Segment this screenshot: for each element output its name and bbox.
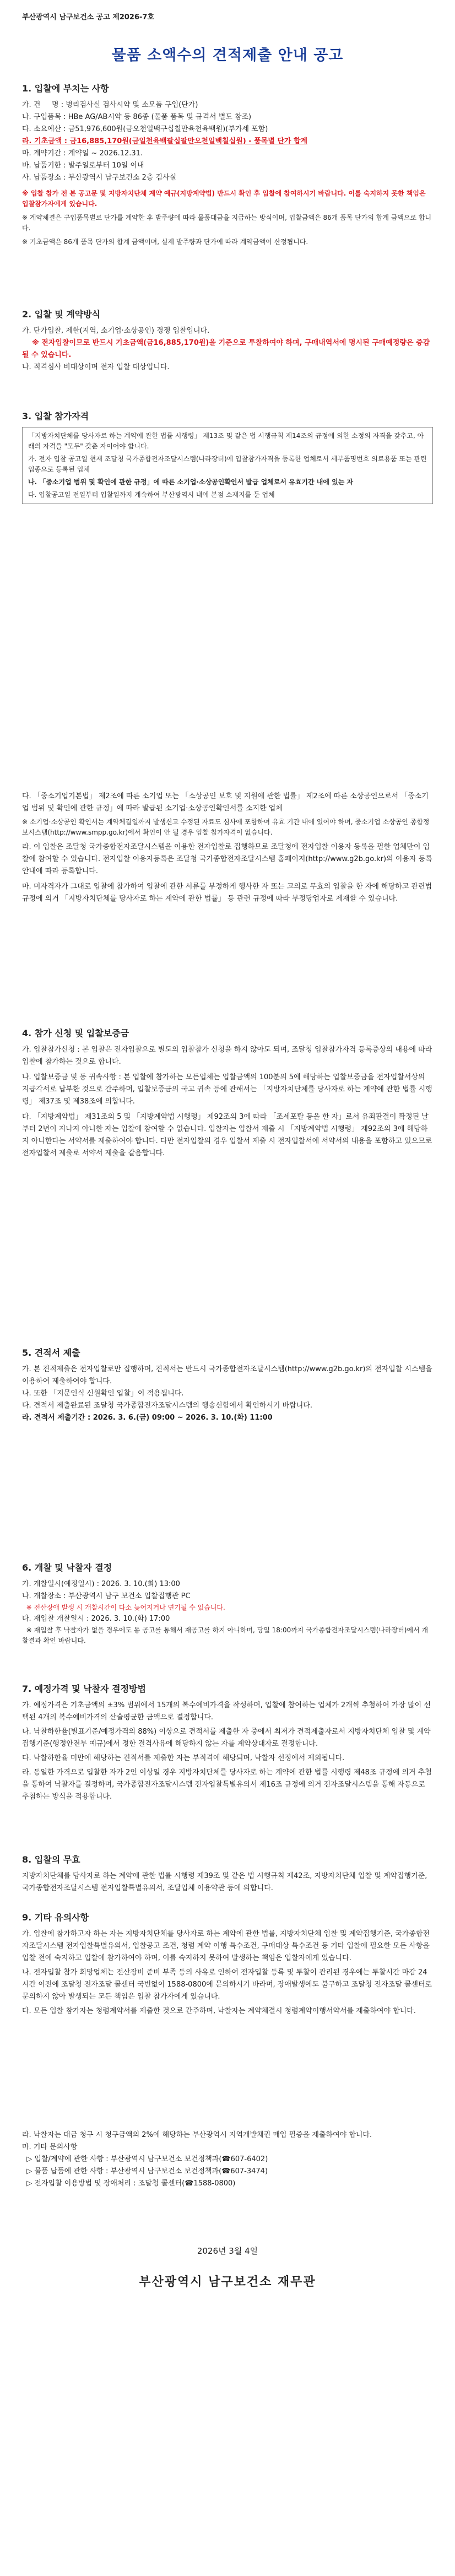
item-budget: 다. 소요예산 : 금51,976,600원(금오천일백구십칠만육천육백원)(부가세 포함) <box>22 125 268 133</box>
section-7 <box>22 1683 433 1803</box>
notice-a: 가. 입찰에 참가하고자 하는 자는 지방자치단체를 당사자로 하는 계약에 관한 법률, 지방자치단체 입찰 및 계약집행기준, 국가종합전자조달시스템 전자입찰특별유의서, 입찰공고 조건, 청렴 계약 이행 특수조건, 구매대상 특수조건 등 기타 입찰에 필요한 모든 사항을 입찰 전에 숙지하고 입찰에 참가하여야 하며, 이를 숙지하지 못하여 발생하는 책임은 입찰자에게 있습니다. <box>22 1930 432 1962</box>
issuer: 부산광역시 남구보건소 재무관 <box>139 2275 316 2289</box>
qualification-box <box>22 427 433 504</box>
contact-delivery: ▷ 물품 납품에 관한 사항 : 부산광역시 남구보건소 보건정책과(☎607-3474) <box>22 2167 268 2175</box>
section-2 <box>22 309 433 374</box>
section-7-heading: 7. 예정가격 및 낙찰자 결정방법 <box>22 1684 146 1694</box>
qualification-e: 라. 이 입찰은 조달청 국가종합전자조달시스템을 이용한 전자입찰로 집행하므로 조달청에 전자입찰 이용자 등록을 필한 업체만이 입찰에 참여할 수 있습니다. 전자입찰 이용자등록은 조달청 국가종합전자조달시스템 홈페이지(http://www.g2b.go.kr)의 이용자 등록 안내에 따라 등록합니다. <box>22 843 435 875</box>
section-9 <box>22 1912 433 2017</box>
notice-b: 나. 전자입찰 참가 희망업체는 전산장비 준비 부족 등의 사유로 인하여 전자입찰 등록 및 투찰이 관리된 경우에는 투찰시간 마감 24시간 이전에 조달청 전자조달 콜센터 국번없이 1588-0800에 문의하시기 바라며, 장애발생에도 불구하고 조달청 전자조달 콜센터로 문의하지 않아 발생되는 모든 책임은 입찰 참가자에게 있습니다. <box>22 1968 435 2001</box>
notice-number: 부산광역시 남구보건소 공고 제2026-7호 <box>22 13 155 21</box>
opening-place: 나. 개찰장소 : 부산광역시 남구 보건소 입찰집행관 PC <box>22 1592 191 1600</box>
estimated-price: 가. 예정가격은 기초금액의 ±3% 범위에서 15개의 복수예비가격을 작성하며, 입찰에 참여하는 업체가 2개씩 추첨하여 가장 많이 선택된 4개의 복수예비가격의 산술평균한 금액으로 결정합니다. <box>22 1701 431 1722</box>
notice-title: 물품 소액수의 견적제출 안내 공고 <box>111 47 344 64</box>
section-5 <box>22 1347 433 1424</box>
qualification-d-note: ※ 소기업·소상공인 확인서는 계약체결일까지 발생신고 수정된 자료도 심사에 포함하여 유효 기간 내에 있어야 하며, 중소기업 소상공인 종합정보시스템(http://www.smpp.go.kr)에서 확인이 안 될 경우 입찰 참가자격이 없습니다. <box>22 818 430 836</box>
contact-contract: ▷ 입찰/계약에 관한 사항 : 부산광역시 남구보건소 보건정책과(☎607-6402) <box>22 2155 268 2163</box>
section-8-heading: 8. 입찰의 무효 <box>22 1854 80 1865</box>
item-contract-period: 마. 계약기간 : 계약일 ~ 2026.12.31. <box>22 149 143 158</box>
notice-date: 2026년 3월 4일 <box>197 2246 258 2256</box>
notice-e: 마. 기타 문의사항 <box>22 2143 78 2151</box>
section-9-cont <box>22 2129 433 2190</box>
note-2: ※ 계약체결은 구입품목별로 단가를 계약한 후 발주량에 따라 물품대금을 지급하는 방식이며, 입찰금액은 86개 품목 단가의 합계 금액으로 합니다. <box>22 214 432 232</box>
page-2 <box>0 769 455 1330</box>
qualification-a: 가. 전자 입찰 공고일 현재 조달청 국가종합전자조달시스템(나라장터)에 입찰참가자격을 등록한 업체로서 세부품명번호 의료용품 또는 관련 업종으로 등록된 업체 <box>28 455 429 473</box>
contact-callcenter: ▷ 전자입찰 이용방법 및 장애처리 : 조달청 콜센터(☎1588-0800) <box>22 2179 236 2188</box>
bid-deposit: 나. 입찰보증금 및 동 귀속사항 : 본 입찰에 참가하는 모든업체는 입찰금액의 100분의 5에 해당하는 입찰보증금을 전자입찰서상의 지급각서로 납부한 것으로 간주하며, 입찰보증금의 국고 귀속 등에 관해서는 「지방자치단체를 당사자로 하는 계약에 관한 법률 시행령」 제37조 및 제38조에 의합니다. <box>22 1073 432 1106</box>
bid-method-note: ※ 전자입찰이므로 반드시 기초금액(금16,885,170원)을 기준으로 투찰하여야 하며, 구매내역서에 명시된 구매예정량은 증감될 수 있습니다. <box>22 339 430 359</box>
invalid-bid-text: 지방자치단체를 당사자로 하는 계약에 관한 법률 시행령 제39조 및 같은 법 시행규칙 제42조, 지방자치단체 입찰 및 계약집행기준, 국가종합전자조달시스템 전자입찰특별유의서, 조달업체 이용약관 등에 의합니다. <box>22 1872 430 1892</box>
note-3: ※ 기초금액은 86개 품목 단가의 합계 금액이며, 실제 발주량과 단가에 따라 계약금액이 산정됩니다. <box>22 238 308 246</box>
section-9-heading: 9. 기타 유의사항 <box>22 1912 89 1923</box>
qualification-f: 마. 미자격자가 그대로 입찰에 참가하여 입찰에 관한 서류를 부정하게 행사한 자 또는 고의로 무효의 입찰을 한 자에 해당하고 관련법 규정에 의거 「지방자치단체를 당사자로 하는 계약에 관한 법률」 등 관련 규정에 따라 부정당업자로 제재할 수 있습니다. <box>22 883 435 903</box>
qualification-c: 다. 입찰공고일 전일부터 입찰일까지 계속하여 부산광역시 내에 본점 소재지를 둔 업체 <box>28 491 275 499</box>
item-delivery-deadline: 바. 납품기한 : 발주일로부터 10일 이내 <box>22 161 144 170</box>
item-name: 가. 건 명 : 병리검사실 검사시약 및 소모품 구입(단가) <box>22 101 198 109</box>
section-5-heading: 5. 견적서 제출 <box>22 1347 80 1358</box>
item-purchase: 나. 구입품목 : HBe AG/AB시약 등 86종 (물품 품목 및 규격서 별도 참조) <box>22 113 252 121</box>
section-1 <box>22 83 433 247</box>
submission-period: 라. 견적서 제출기간 : 2026. 3. 6.(금) 09:00 ~ 2026. 3. 10.(화) 11:00 <box>22 1414 273 1422</box>
tie-rule: 라. 동일한 가격으로 입찰한 자가 2인 이상일 경우 지방자치단체를 당사자로 하는 계약에 관한 법률 시행령 제48조 규정에 의거 추첨을 통하여 낙찰자를 결정하며, 국가종합전자조달시스템 전자입찰특별유의서 제16조 규정에 의거 전자조달시스템을 통해 자동으로 추첨하는 방식을 적용합니다. <box>22 1768 432 1801</box>
opening-delay-note: ※ 전산장애 발생 시 개찰시간이 다소 늦어지거나 연기될 수 있습니다. <box>22 1604 225 1611</box>
page-4 <box>0 1545 455 2107</box>
section-4 <box>22 1027 433 1160</box>
rebid-opening: 다. 재입찰 개찰일시 : 2026. 3. 10.(화) 17:00 <box>22 1615 170 1623</box>
section-2-heading: 2. 입찰 및 계약방식 <box>22 309 101 320</box>
section-6-heading: 6. 개찰 및 낙찰자 결정 <box>22 1562 112 1573</box>
bid-method: 가. 단가입찰, 제한(지역, 소기업·소상공인) 경쟁 입찰입니다. <box>22 327 210 335</box>
qualification-b: 나. 「중소기업 범위 및 확인에 관한 규정」에 따른 소기업·소상공인확인서 발급 업체로서 유효기간 내에 있는 자 <box>28 478 354 486</box>
note-1: ※ 입찰 참가 전 본 공고문 및 지방자치단체 계약 예규(지방계약법) 반드시 확인 후 입찰에 참여하시기 바랍니다. 이를 숙지하지 못한 책임은 입찰참가자에게 있습니다. <box>22 190 426 208</box>
page-1 <box>0 0 455 769</box>
fingerprint-note: 나. 또한 「지문인식 신원확인 입찰」이 적용됩니다. <box>22 1389 184 1398</box>
opening-datetime: 가. 개찰일시(예정일시) : 2026. 3. 10.(화) 13:00 <box>22 1580 180 1588</box>
rebid-note: ※ 재입찰 후 낙찰자가 없을 경우에도 동 공고를 통해서 재공고를 하지 아니하며, 당일 18:00까지 국가종합전자조달시스템(나라장터)에서 개찰결과 확인 바랍니다. <box>22 1626 429 1644</box>
below-threshold: 다. 낙찰하한율 미만에 해당하는 견적서를 제출한 자는 부적격에 해당되며, 낙찰자 선정에서 제외됩니다. <box>22 1754 345 1762</box>
section-6 <box>22 1562 433 1646</box>
section-4-heading: 4. 참가 신청 및 입찰보증금 <box>22 1028 129 1038</box>
qualification-intro: 「지방자치단체를 당사자로 하는 계약에 관한 법률 시행령」 제13조 및 같은 법 시행규칙 제14조의 규정에 의한 소정의 자격을 갖추고, 아래의 자격을 "모두" 갖춘 자이어야 합니다. <box>28 432 424 450</box>
qualification-d: 다. 「중소기업기본법」 제2조에 따른 소기업 또는 「소상공인 보호 및 지원에 관한 법률」 제2조에 따른 소상공인으로서 「중소기업 범위 및 확인에 관한 규정」에 따라 발급된 소기업·소상공인확인서를 소지한 업체 <box>22 792 429 813</box>
bid-eligibility-note: 나. 적격심사 비대상이며 전자 입찰 대상입니다. <box>22 363 170 371</box>
section-1-heading: 1. 입찰에 부치는 사항 <box>22 83 109 94</box>
section-3-cont <box>22 791 433 905</box>
submission-confirm: 다. 견적서 제출완료된 조달청 국가종합전자조달시스템의 행송신함에서 확인하시기 바랍니다. <box>22 1401 312 1410</box>
participation-request: 가. 입찰참가신청 : 본 입찰은 전자입찰으로 별도의 입찰참가 신청을 하지 않아도 되며, 조달청 입찰참가자격 등록증상의 내용에 따라 입찰에 참가하는 것으로 합니다. <box>22 1046 435 1066</box>
winning-bid-rule: 나. 낙찰하한율(별표기준/예정가격의 88%) 이상으로 견적서를 제출한 자 중에서 최저가 견적제출자로서 지방자치단체 입찰 및 계약 집행기준(행정안전부 예규)에서 정한 결격사유에 해당하지 않는 자를 계약상대자로 결정합니다. <box>22 1728 433 1748</box>
section-3-heading: 3. 입찰 참가자격 <box>22 411 89 421</box>
page-5 <box>0 2107 455 2576</box>
page-3 <box>0 1330 455 1545</box>
notice-d: 라. 낙찰자는 대금 청구 시 청구금액의 2%에 해당하는 부산광역시 지역개발채권 매입 필증을 제출하여야 합니다. <box>22 2131 372 2139</box>
section-3 <box>22 410 433 504</box>
item-base-price: 라. 기초금액 : 금16,885,170원(금일천육백팔십팔만오천일백칠십원) - 품목별 단가 합계 <box>22 137 308 145</box>
item-delivery-place: 사. 납품장소 : 부산광역시 남구보건소 2층 검사실 <box>22 174 177 182</box>
submission-method: 가. 본 견적제출은 전자입찰로만 집행하며, 견적서는 반드시 국가종합전자조달시스템(http://www.g2b.go.kr)의 전자입찰 시스템을 이용하여 제출하여야 합니다. <box>22 1365 435 1386</box>
tax-evasion-clause: 다. 「지방계약법」 제31조의 5 및 「지방계약법 시행령」 제92조의 3에 따라 「조세포탈 등을 한 자」로서 유죄판결이 확정된 날부터 2년이 지나지 아니한 자는 입찰에 참여할 수 없습니다. 입찰자는 입찰서 제출 시 「지방계약법 시행령」 제92조의 3에 해당하지 아니한다는 서약서를 제출하여야 합니다. 다만 전자입찰의 경우 입찰서 제출 시 전자입찰서에 서약서의 내용을 포함하고 있으므로 전자입찰서 제출로 서약서 제출을 갈음합니다. <box>22 1113 435 1157</box>
section-8 <box>22 1854 433 1895</box>
notice-c: 다. 모든 입찰 참가자는 청렴계약서를 제출한 것으로 간주하며, 낙찰자는 계약체결시 청렴계약이행서약서를 제출하여야 합니다. <box>22 2007 416 2015</box>
